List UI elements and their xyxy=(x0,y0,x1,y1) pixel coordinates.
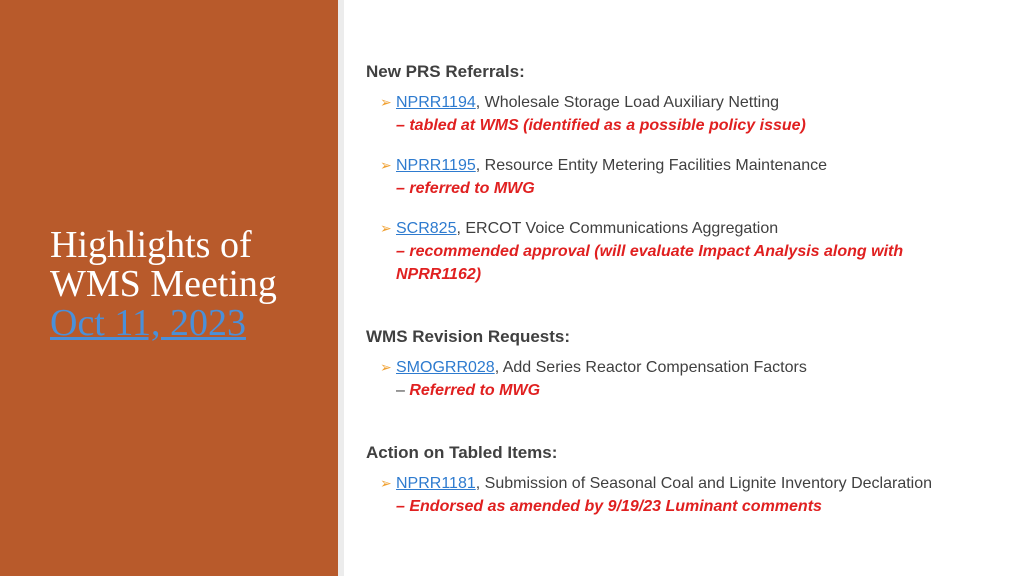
item-description: , Resource Entity Metering Facilities Maintenance xyxy=(475,157,828,174)
title-line-1: Highlights of xyxy=(50,224,252,266)
item-note xyxy=(380,379,807,402)
tabled-heading: Action on Tabled Items: xyxy=(366,443,558,462)
item-note: – recommended approval (will evaluate Impact Analysis along with xyxy=(396,243,904,260)
item-description: , Submission of Seasonal Coal and Lignite Inventory Declaration xyxy=(475,475,933,492)
arrow-bullet-icon: ➢ xyxy=(380,157,392,173)
item-description: , Wholesale Storage Load Auxiliary Netting xyxy=(475,94,780,111)
nprr1195-link[interactable]: NPRR1195 xyxy=(396,157,476,174)
item-description: , Add Series Reactor Compensation Factors xyxy=(494,359,807,376)
list-item xyxy=(380,91,806,137)
list-item xyxy=(380,356,807,402)
prs-heading: New PRS Referrals: xyxy=(366,62,525,81)
item-note-continued: NPRR1162) xyxy=(396,266,482,283)
arrow-bullet-icon: ➢ xyxy=(380,220,392,236)
wms-heading: WMS Revision Requests: xyxy=(366,327,571,346)
nprr1194-link[interactable]: NPRR1194 xyxy=(396,94,476,111)
note-dash: – xyxy=(396,382,405,399)
scr825-link[interactable]: SCR825 xyxy=(396,220,457,237)
title-line-2: WMS Meeting xyxy=(50,263,277,305)
item-description: , ERCOT Voice Communications Aggregation xyxy=(456,220,779,237)
smogrr028-link[interactable]: SMOGRR028 xyxy=(396,359,495,376)
divider xyxy=(338,0,344,576)
slide-title xyxy=(50,226,330,343)
list-item xyxy=(380,154,827,200)
nprr1181-link[interactable]: NPRR1181 xyxy=(396,475,476,492)
arrow-bullet-icon: ➢ xyxy=(380,94,392,110)
meeting-date-link[interactable]: Oct 11, 2023 xyxy=(50,302,246,344)
list-item xyxy=(380,217,903,286)
item-note: – Endorsed as amended by 9/19/23 Luminant comments xyxy=(396,498,822,515)
item-note: – referred to MWG xyxy=(396,180,535,197)
arrow-bullet-icon: ➢ xyxy=(380,359,392,375)
arrow-bullet-icon: ➢ xyxy=(380,475,392,491)
item-note: – tabled at WMS (identified as a possible policy issue) xyxy=(396,117,806,134)
list-item xyxy=(380,472,932,518)
note-text: Referred to MWG xyxy=(404,382,541,399)
